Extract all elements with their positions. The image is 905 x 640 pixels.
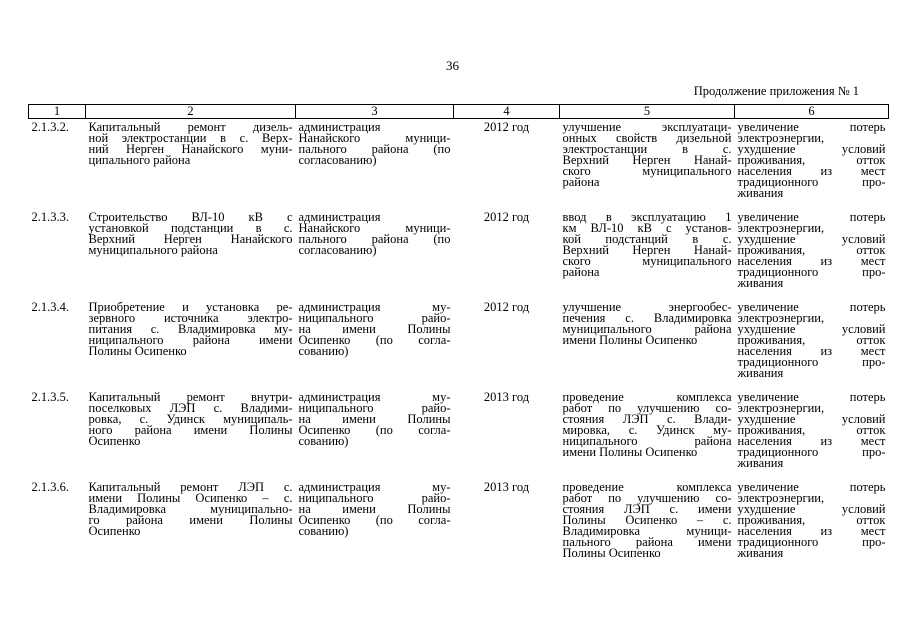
risk-cell-line: ухудшение условий [737,322,886,336]
result-cell-line: печения с. Владимировка [562,311,732,325]
measure-cell-line: Строительство ВЛ-10 кВ с [88,210,293,224]
result-cell-line: района [562,265,600,279]
measure-cell-line: Капитальный ремонт дизель- [88,120,293,134]
executor-cell-line: согласованию) [298,153,377,167]
measure-cell-line: ний Нерген Нанайского муни- [88,142,293,156]
result-cell [560,389,735,479]
result-cell-line: стояния ЛЭП с. имени [562,502,732,516]
executor-cell-line: Осипенко (по согла- [298,423,451,437]
measure-cell-line: Осипенко [88,524,141,538]
measure-cell [86,119,296,210]
measure-cell-line: Полины Осипенко [88,344,187,358]
executor-cell [296,119,454,210]
result-cell [560,119,735,210]
result-cell [560,209,735,299]
result-cell-line: мировка, с. Удинск му- [562,423,732,437]
risk-cell-line: проживания, отток [737,423,886,437]
risk-cell-line: населения из мест [737,344,886,358]
risk-cell [735,209,889,299]
risk-cell-line: живания [737,276,784,290]
measure-cell-line: ного района имени Полины [88,423,293,437]
executor-cell-line: ниципального райо- [298,491,451,505]
risk-cell-line: населения из мест [737,254,886,268]
table-row [29,389,889,479]
executor-cell-line: Нанайского муници- [298,131,451,145]
measure-cell-line: ципального района [88,153,191,167]
risk-cell-line: увеличение потерь [737,390,886,404]
executor-cell [296,479,454,562]
measure-cell-line: Осипенко [88,434,141,448]
continuation-note: Продолжение приложения № 1 [693,84,859,98]
executor-cell-line: администрация му- [298,300,451,314]
risk-cell-line: ухудшение условий [737,232,886,246]
risk-cell-line: электроэнергии, [737,131,825,145]
risk-cell-line: населения из мест [737,434,886,448]
result-cell-line: Владимировка муници- [562,524,732,538]
column-header: 4 [454,105,560,119]
measure-cell-line: зервного источника электро- [88,311,293,325]
measure-cell-line: го района имени Полины [88,513,293,527]
measure-cell [86,209,296,299]
risk-cell-line: проживания, отток [737,333,886,347]
measure-cell-line: питания с. Владимировка му- [88,322,293,336]
measure-cell-line: муниципального района [88,243,218,257]
measure-cell-line: Приобретение и установка ре- [88,300,293,314]
executor-cell-line: администрация [298,210,381,224]
risk-cell-line: увеличение потерь [737,210,886,224]
result-cell-line: улучшение энергообес- [562,300,732,314]
result-cell-line: района [562,175,600,189]
risk-cell-line: проживания, отток [737,243,886,257]
executor-cell-line: администрация му- [298,480,451,494]
column-header: 2 [86,105,296,119]
executor-cell-line: Осипенко (по согла- [298,513,451,527]
risk-cell-line: живания [737,186,784,200]
measure-cell-line: имени Полины Осипенко – с. [88,491,293,505]
year-cell: 2012 год [483,120,530,134]
row-number: 2.1.3.3. [31,210,69,224]
measure-cell [86,479,296,562]
result-cell-line: Верхний Нерген Нанай- [562,243,732,257]
executor-cell-line: сованию) [298,524,349,538]
risk-cell-line: электроэнергии, [737,311,825,325]
executor-cell-line: администрация [298,120,381,134]
result-cell-line: Верхний Нерген Нанай- [562,153,732,167]
result-cell-line: кой подстанций в с. [562,232,732,246]
result-cell-line: проведение комплекса [562,390,732,404]
risk-cell-line: ухудшение условий [737,142,886,156]
year-cell: 2013 год [483,390,530,404]
column-header: 6 [735,105,889,119]
result-cell-line: улучшение эксплуатаци- [562,120,732,134]
risk-cell [735,389,889,479]
header-row [29,105,889,119]
measure-cell-line: Капитальный ремонт внутри- [88,390,293,404]
table-row [29,299,889,389]
risk-cell-line: традиционного про- [737,265,886,279]
risk-cell-line: увеличение потерь [737,480,886,494]
result-cell-line: имени Полины Осипенко [562,445,698,459]
result-cell-line: Полины Осипенко – с. [562,513,732,527]
executor-cell-line: сованию) [298,344,349,358]
risk-cell-line: населения из мест [737,164,886,178]
risk-cell-line: населения из мест [737,524,886,538]
row-number: 2.1.3.5. [31,390,69,404]
result-cell-line: км ВЛ-10 кВ с установ- [562,221,732,235]
risk-cell-line: живания [737,456,784,470]
risk-cell-line: традиционного про- [737,535,886,549]
row-number: 2.1.3.6. [31,480,69,494]
risk-cell-line: электроэнергии, [737,491,825,505]
column-header: 5 [560,105,735,119]
risk-cell-line: живания [737,366,784,380]
result-cell-line: стояния ЛЭП с. Влади- [562,412,732,426]
row-number: 2.1.3.4. [31,300,69,314]
executor-cell-line: пального района (по [298,232,451,246]
executor-cell-line: сованию) [298,434,349,448]
executor-cell-line: администрация му- [298,390,451,404]
risk-cell-line: ухудшение условий [737,502,886,516]
table-row [29,209,889,299]
executor-cell-line: на имени Полины [298,502,451,516]
result-cell-line: ского муниципального [562,164,732,178]
measure-cell [86,389,296,479]
measure-cell-line: Капитальный ремонт ЛЭП с. [88,480,293,494]
risk-cell-line: традиционного про- [737,355,886,369]
page-number: 36 [446,58,459,73]
table-row [29,479,889,562]
risk-cell-line: проживания, отток [737,153,886,167]
risk-cell-line: увеличение потерь [737,120,886,134]
result-cell-line: ввод в эксплуатацию 1 [562,210,732,224]
risk-cell [735,299,889,389]
result-cell [560,299,735,389]
result-cell-line: ского муниципального [562,254,732,268]
executor-cell-line: пального района (по [298,142,451,156]
executor-cell-line: Осипенко (по согла- [298,333,451,347]
measure-cell-line: установкой подстанции в с. [88,221,293,235]
measure-cell-line: Владимировка муниципально- [88,502,293,516]
result-cell-line: работ по улучшению со- [562,401,732,415]
measure-cell-line: поселковых ЛЭП с. Владими- [88,401,293,415]
row-number: 2.1.3.2. [31,120,69,134]
executor-cell-line: на имени Полины [298,412,451,426]
appendix-table [28,104,889,562]
risk-cell [735,119,889,210]
measure-cell-line: ниципального района имени [88,333,293,347]
risk-cell-line: проживания, отток [737,513,886,527]
executor-cell [296,209,454,299]
measure-cell [86,299,296,389]
result-cell-line: работ по улучшению со- [562,491,732,505]
risk-cell [735,479,889,562]
executor-cell-line: ниципального райо- [298,311,451,325]
risk-cell-line: традиционного про- [737,445,886,459]
risk-cell-line: ухудшение условий [737,412,886,426]
risk-cell-line: электроэнергии, [737,221,825,235]
executor-cell [296,299,454,389]
result-cell-line: пального района имени [562,535,732,549]
risk-cell-line: традиционного про- [737,175,886,189]
year-cell: 2012 год [483,210,530,224]
result-cell-line: онных свойств дизельной [562,131,732,145]
result-cell-line: муниципального района [562,322,732,336]
executor-cell-line: согласованию) [298,243,377,257]
result-cell [560,479,735,562]
result-cell-line: ниципального района [562,434,732,448]
result-cell-line: электростанции в с. [562,142,732,156]
measure-cell-line: ровка, с. Удинск муниципаль- [88,412,293,426]
result-cell-line: имени Полины Осипенко [562,333,698,347]
executor-cell [296,389,454,479]
column-header: 1 [29,105,86,119]
measure-cell-line: Верхний Нерген Нанайского [88,232,293,246]
result-cell-line: проведение комплекса [562,480,732,494]
risk-cell-line: живания [737,546,784,560]
executor-cell-line: ниципального райо- [298,401,451,415]
year-cell: 2013 год [483,480,530,494]
risk-cell-line: электроэнергии, [737,401,825,415]
column-header: 3 [296,105,454,119]
table-row [29,119,889,210]
measure-cell-line: ной электростанции в с. Верх- [88,131,293,145]
executor-cell-line: на имени Полины [298,322,451,336]
executor-cell-line: Нанайского муници- [298,221,451,235]
result-cell-line: Полины Осипенко [562,546,661,560]
risk-cell-line: увеличение потерь [737,300,886,314]
year-cell: 2012 год [483,300,530,314]
